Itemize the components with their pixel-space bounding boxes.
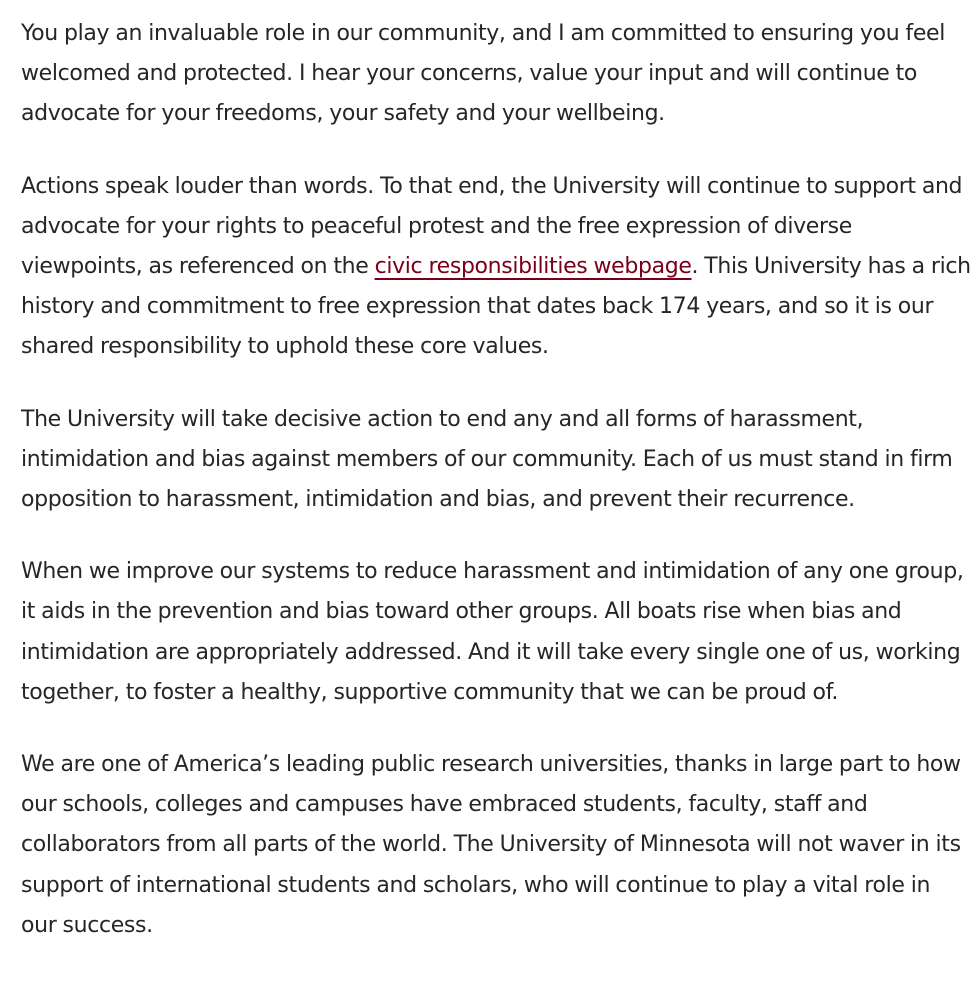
civic-responsibilities-link[interactable]: civic responsibilities webpage	[374, 254, 692, 280]
paragraph-free-expression	[21, 167, 971, 368]
paragraph-research-university: We are one of America’s leading public research universities, thanks in large part to how our schools, colleges and campuses have embraced students, faculty, staff and collaborators from all parts of the world. The University of Minnesota will not waver in its support of international students and scholars, who will continue to play a vital role in our success.	[21, 752, 961, 938]
paragraph-decisive-action: The University will take decisive action to end any and all forms of harassment, intimidation and bias against members of our community. Each of us must stand in firm opposition to harassment, intimidation and bias, and prevent their recurrence.	[21, 406, 953, 513]
paragraph-text-before-link: Actions speak louder than words. To that end, the University will continue to support and advocate for your rights to peaceful protest and the free expression of diverse viewpoints, as referenced on the	[21, 173, 963, 280]
paragraph-welcome: You play an invaluable role in our community, and I am committed to ensuring you feel welcomed and protected. I hear your concerns, value your input and will continue to advocate for your freedoms, your safety and your wellbeing.	[21, 21, 945, 127]
paragraph-text-after-link: . This University has a rich history and commitment to free expression that dates back 174 years, and so it is our shared responsibility to uphold these core values.	[21, 254, 971, 360]
paragraph-improve-systems: When we improve our systems to reduce harassment and intimidation of any one group, it aids in the prevention and bias toward other groups. All boats rise when bias and intimidation are appropriately addressed. And it will take every single one of us, working together, to foster a healthy, supportive community that we can be proud of.	[21, 559, 964, 705]
